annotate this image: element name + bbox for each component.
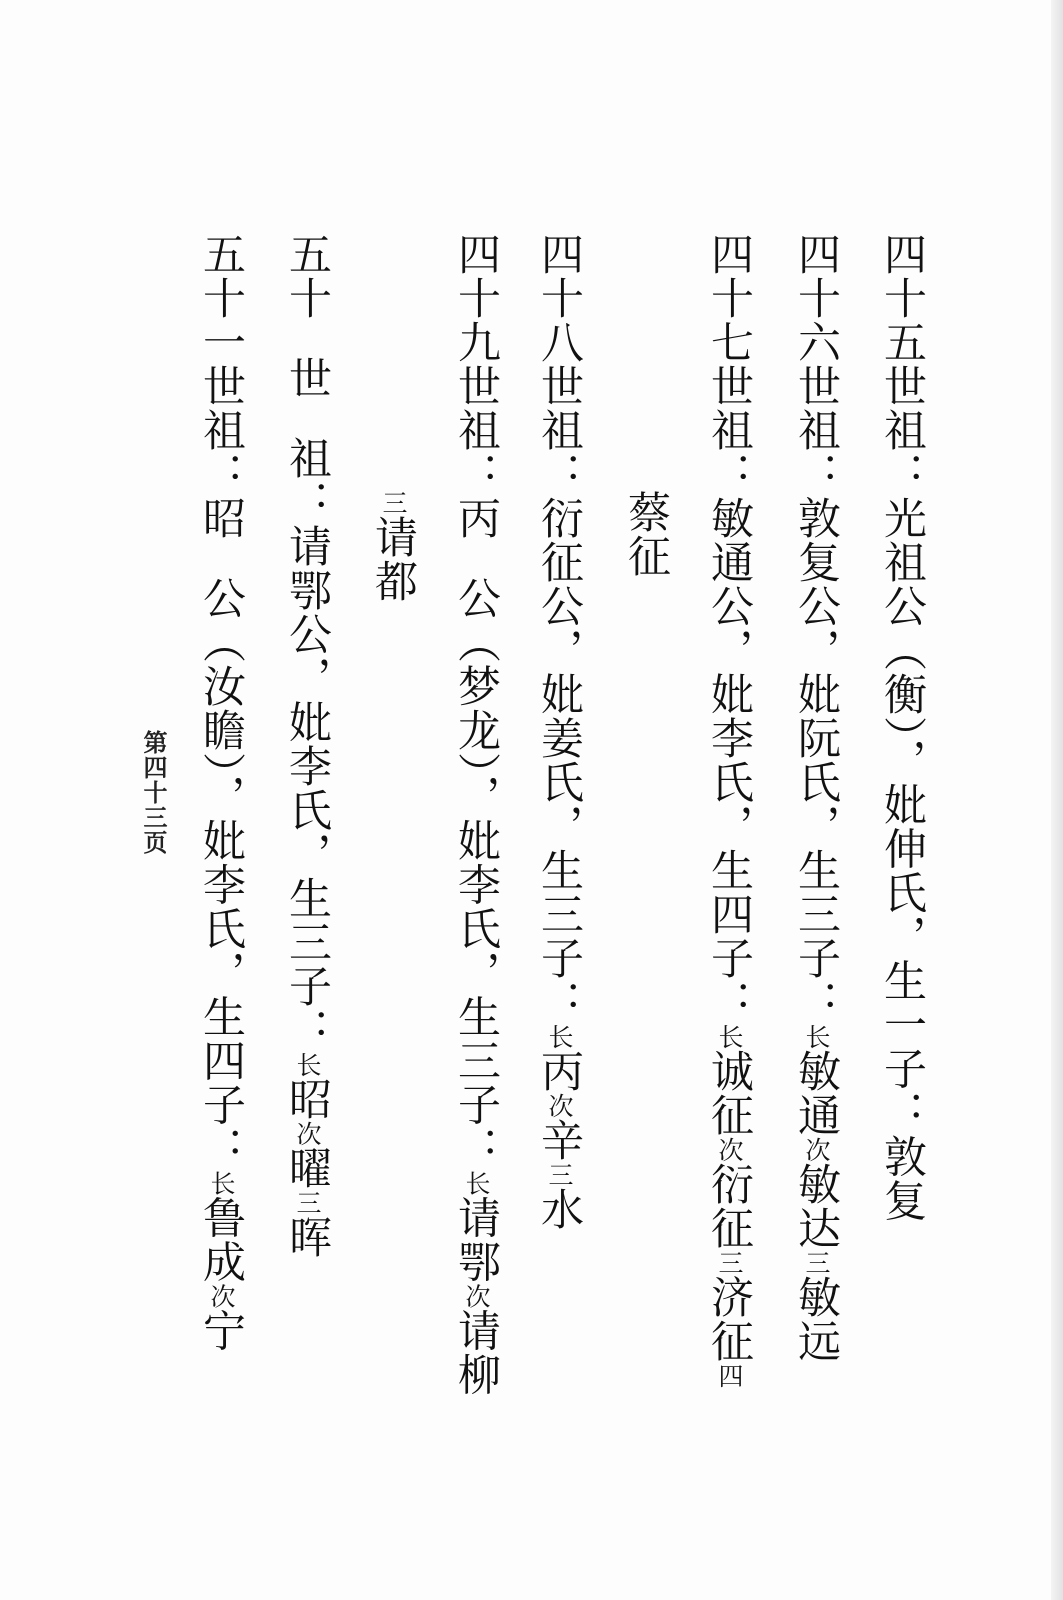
son-name: 昭 <box>282 1077 332 1121</box>
son-name: 水 <box>534 1187 584 1231</box>
son-name: 请都 <box>368 515 418 603</box>
son-order-label: 三 <box>379 490 408 515</box>
page-number: 第四十三页 <box>139 730 168 855</box>
son-order-label: 三 <box>293 1190 322 1215</box>
son-name: 济征 <box>704 1275 754 1363</box>
son-order-label: 三 <box>802 1250 831 1275</box>
son-name: 鲁成 <box>196 1195 246 1284</box>
generation-51-text-rest: 公（汝瞻），妣李氏，生四子： <box>196 576 246 1171</box>
son-order-label: 次 <box>545 1093 574 1118</box>
son-name: 蔡征 <box>621 490 671 578</box>
son-name: 宁 <box>196 1308 246 1353</box>
generation-48-text: 四十八世祖：衍征公，妣姜氏，生三子： <box>534 232 584 1024</box>
son-name: 辛 <box>534 1118 584 1162</box>
son-order-label: 长 <box>715 1024 744 1049</box>
son-name: 请鄂 <box>451 1195 501 1284</box>
generation-49-line <box>452 232 500 1397</box>
son-order-label: 长 <box>293 1052 322 1077</box>
son-name: 请柳 <box>451 1308 501 1397</box>
generation-48-line <box>535 232 583 1231</box>
son-order-label: 长 <box>207 1170 236 1196</box>
generation-51-text: 五十一世祖：昭 <box>196 232 246 540</box>
page-edge-shadow <box>1051 0 1063 1600</box>
son-order-label: 长 <box>545 1024 574 1049</box>
generation-50-text-rest: 祖：请鄂公，妣李氏，生三子： <box>282 436 332 1052</box>
son-order-label: 次 <box>207 1283 236 1309</box>
generation-50-line <box>283 232 331 1259</box>
son-order-label: 三 <box>545 1162 574 1187</box>
generation-46-line <box>792 232 840 1363</box>
son-name: 敏达 <box>791 1162 841 1250</box>
son-order-label: 次 <box>802 1137 831 1162</box>
son-order-label: 次 <box>293 1121 322 1146</box>
son-name: 敏通 <box>791 1049 841 1137</box>
generation-49-text: 四十九世祖：丙 <box>451 232 501 540</box>
generation-47-text: 四十七世祖：敏通公，妣李氏，生四子： <box>704 232 754 1024</box>
son-order-label: 次 <box>715 1137 744 1162</box>
son-name: 敏远 <box>791 1275 841 1363</box>
son-order-label: 长 <box>462 1170 491 1196</box>
generation-49-text-rest: 公（梦龙），妣李氏，生三子： <box>451 576 501 1171</box>
generation-49-continuation <box>369 490 417 603</box>
generation-50-text: 五十 <box>282 232 332 320</box>
generation-45-text: 四十五世祖：光祖公（衡），妣伸氏，生一子：敦复 <box>877 232 927 1223</box>
son-name: 曜 <box>282 1146 332 1190</box>
generation-51-line <box>197 232 245 1353</box>
generation-47-continuation <box>622 490 670 578</box>
son-order-label: 次 <box>462 1283 491 1309</box>
son-name: 诚征 <box>704 1049 754 1137</box>
generation-50-text-mid: 世 <box>282 356 332 400</box>
son-order-label: 三 <box>715 1250 744 1275</box>
generation-46-text: 四十六世祖：敦复公，妣阮氏，生三子： <box>791 232 841 1024</box>
son-order-label: 四 <box>715 1363 744 1388</box>
son-name: 衍征 <box>704 1162 754 1250</box>
son-name: 丙 <box>534 1049 584 1093</box>
generation-45-line <box>878 232 926 1223</box>
son-name: 晖 <box>282 1215 332 1259</box>
son-order-label: 长 <box>802 1024 831 1049</box>
generation-47-line <box>705 232 753 1388</box>
